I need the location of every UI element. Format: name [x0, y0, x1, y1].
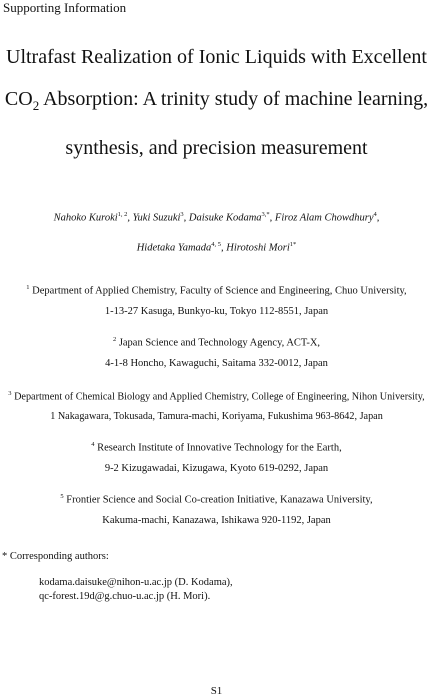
author-affil: 1, 2: [117, 211, 128, 218]
affiliation-address: 1-13-27 Kasuga, Bunkyo-ku, Tokyo 112-8551, Japan: [104, 305, 329, 317]
author-sep: ,: [127, 212, 133, 224]
author-name: Yuki Suzuki: [132, 212, 181, 224]
author-name: Firoz Alam Chowdhury: [274, 212, 374, 224]
author-sep: ,: [183, 212, 189, 224]
affiliation-number: 3: [8, 390, 12, 397]
author-list: [0, 202, 433, 261]
author-sep: ,: [376, 212, 380, 224]
email-mori: qc-forest.19d@g.chuo-u.ac.jp (H. Mori).: [39, 591, 211, 602]
corresponding-emails: [39, 576, 233, 604]
affiliation-line: Department of Applied Chemistry, Faculty of Science and Engineering, Chuo University,: [32, 285, 407, 297]
title-co-subscript: 2: [32, 98, 40, 113]
affiliation-3: [0, 384, 433, 427]
affiliation-5: [0, 487, 433, 531]
affiliation-2: [0, 330, 433, 374]
affiliation-address: Kakuma-machi, Kanazawa, Ishikawa 920-1192, Japan: [102, 514, 331, 526]
author-affil: 1*: [289, 240, 297, 248]
author-affil: 3,*: [261, 211, 270, 218]
affiliation-4: [0, 435, 433, 479]
affiliation-number: 1: [26, 284, 30, 291]
paper-title: [0, 36, 433, 169]
affiliation-number: 2: [112, 336, 117, 343]
title-line-1: Ultrafast Realization of Ionic Liquids with Excellent: [6, 46, 427, 68]
author-name: Hidetaka Yamada: [136, 242, 212, 253]
author-affil: 4, 5: [211, 240, 222, 248]
author-name: Nahoko Kuroki: [53, 212, 118, 224]
author-name: Hirotoshi Mori: [226, 242, 290, 253]
page-number: S1: [210, 685, 223, 697]
author-affil: 4: [373, 211, 377, 218]
email-kodama: kodama.daisuke@nihon-u.ac.jp (D. Kodama),: [39, 577, 233, 588]
affiliation-number: 5: [60, 493, 64, 500]
author-line-2: [0, 232, 433, 262]
supporting-information-label: Supporting Information: [3, 0, 127, 15]
affiliation-address: 4-1-8 Honcho, Kawaguchi, Saitama 332-0012, Japan: [105, 357, 328, 369]
affiliation-1: [0, 278, 433, 322]
author-name: Daisuke Kodama: [188, 212, 262, 224]
title-line-2: [0, 78, 433, 127]
title-co: CO: [4, 88, 33, 110]
affiliation-address: 9-2 Kizugawadai, Kizugawa, Kyoto 619-0292, Japan: [104, 462, 329, 474]
author-affil: 3: [180, 211, 184, 218]
author-sep: ,: [221, 242, 227, 253]
affiliation-address: 1 Nakagawara, Tokusada, Tamura-machi, Koriyama, Fukushima 963-8642, Japan: [50, 411, 383, 423]
corresponding-authors-label: * Corresponding authors:: [2, 551, 109, 562]
author-line-1: [0, 202, 433, 232]
author-sep: ,: [269, 212, 275, 224]
affiliation-line: Department of Chemical Biology and Applied Chemistry, College of Engineering, Nihon University,: [14, 391, 425, 403]
affiliation-line: Frontier Science and Social Co-creation Initiative, Kanazawa University,: [66, 494, 373, 506]
affiliation-line: Research Institute of Innovative Technology for the Earth,: [97, 442, 342, 454]
affiliation-number: 4: [91, 441, 95, 448]
affiliation-line: Japan Science and Technology Agency, ACT-X,: [118, 337, 321, 349]
title-line-2-rest: Absorption: A trinity study of machine learning,: [39, 88, 429, 110]
title-line-3: synthesis, and precision measurement: [65, 137, 368, 159]
